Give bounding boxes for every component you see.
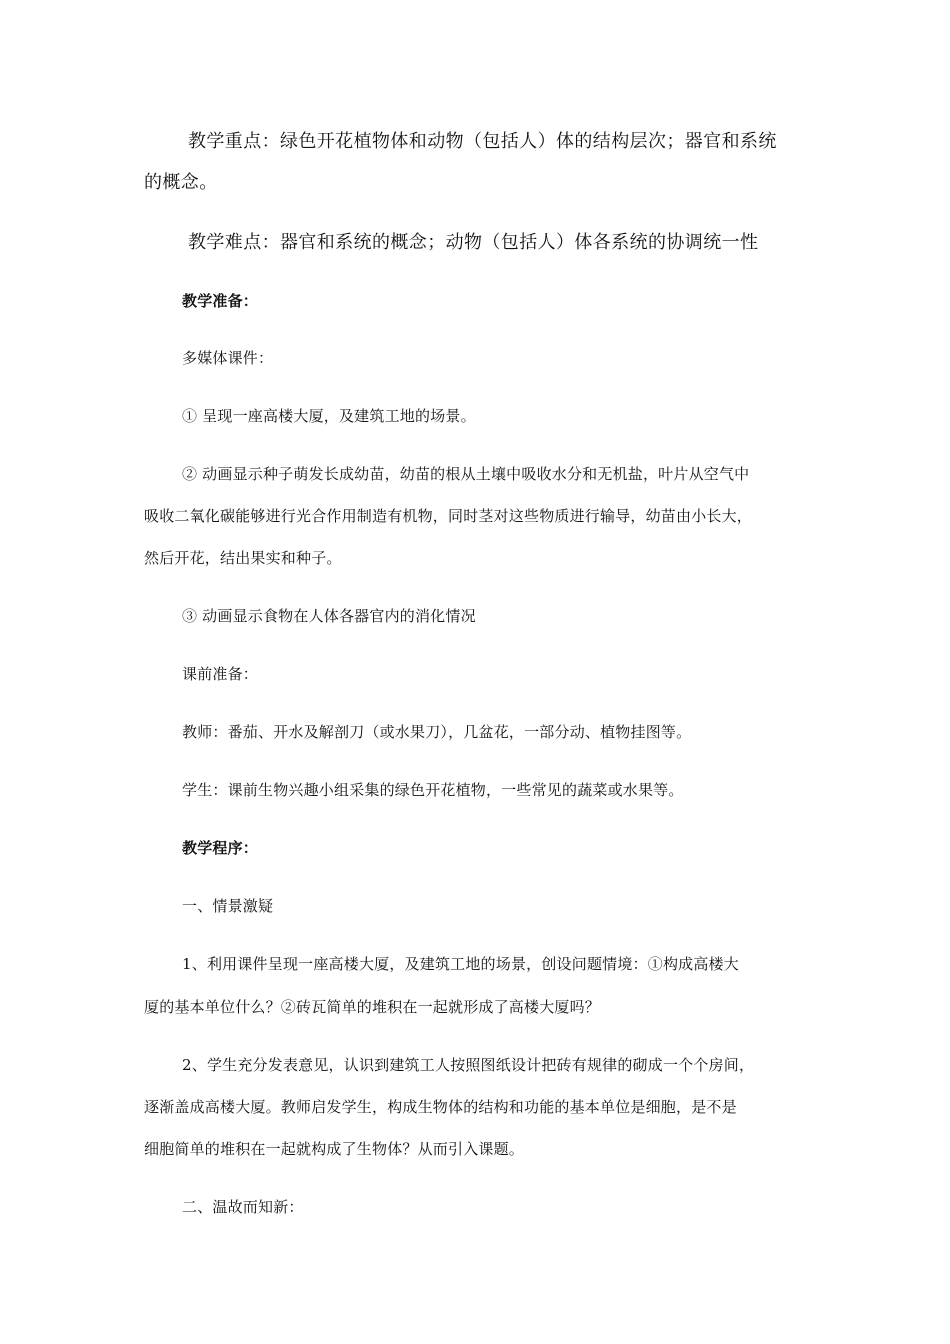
multimedia-item-1: ① 呈现一座高楼大厦，及建筑工地的场景。: [182, 407, 476, 425]
pre-class-heading: 课前准备：: [182, 665, 259, 683]
step-1-line-1: 1、利用课件呈现一座高楼大厦，及建筑工地的场景，创设问题情境：①构成高楼大: [182, 955, 739, 973]
step-2-line-3: 细胞简单的堆积在一起就构成了生物体？从而引入课题。: [144, 1140, 525, 1158]
multimedia-item-3: ③ 动画显示食物在人体各器官内的消化情况: [182, 607, 476, 625]
multimedia-item-2-line-2: 吸收二氧化碳能够进行光合作用制造有机物，同时茎对这些物质进行输导，幼苗由小长大，: [144, 507, 753, 525]
multimedia-item-2-line-3: 然后开花，结出果实和种子。: [144, 549, 342, 567]
multimedia-heading: 多媒体课件：: [182, 349, 274, 367]
student-prep: 学生：课前生物兴趣小组采集的绿色开花植物，一些常见的蔬菜或水果等。: [182, 781, 684, 799]
difficult-points-line: 教学难点：器官和系统的概念；动物（包括人）体各系统的协调统一性: [188, 232, 759, 253]
section-2-heading: 二、温故而知新：: [182, 1198, 304, 1216]
procedure-heading: 教学程序：: [182, 839, 259, 857]
step-2-line-2: 逐渐盖成高楼大厦。教师启发学生，构成生物体的结构和功能的基本单位是细胞，是不是: [144, 1098, 737, 1116]
teacher-prep: 教师：番茄、开水及解剖刀（或水果刀），几盆花，一部分动、植物挂图等。: [182, 723, 692, 741]
multimedia-item-2-line-1: ② 动画显示种子萌发长成幼苗，幼苗的根从土壤中吸收水分和无机盐，叶片从空气中: [182, 465, 750, 483]
preparation-heading: 教学准备：: [182, 292, 259, 310]
section-1-heading: 一、情景激疑: [182, 897, 274, 915]
key-points-line-2: 的概念。: [144, 172, 218, 193]
step-2-line-1: 2、学生充分发表意见，认识到建筑工人按照图纸设计把砖有规律的砌成一个个房间，: [182, 1056, 755, 1074]
step-1-line-2: 厦的基本单位什么？②砖瓦简单的堆积在一起就形成了高楼大厦吗？: [144, 998, 601, 1016]
key-points-line-1: 教学重点：绿色开花植物体和动物（包括人）体的结构层次；器官和系统: [188, 131, 777, 152]
